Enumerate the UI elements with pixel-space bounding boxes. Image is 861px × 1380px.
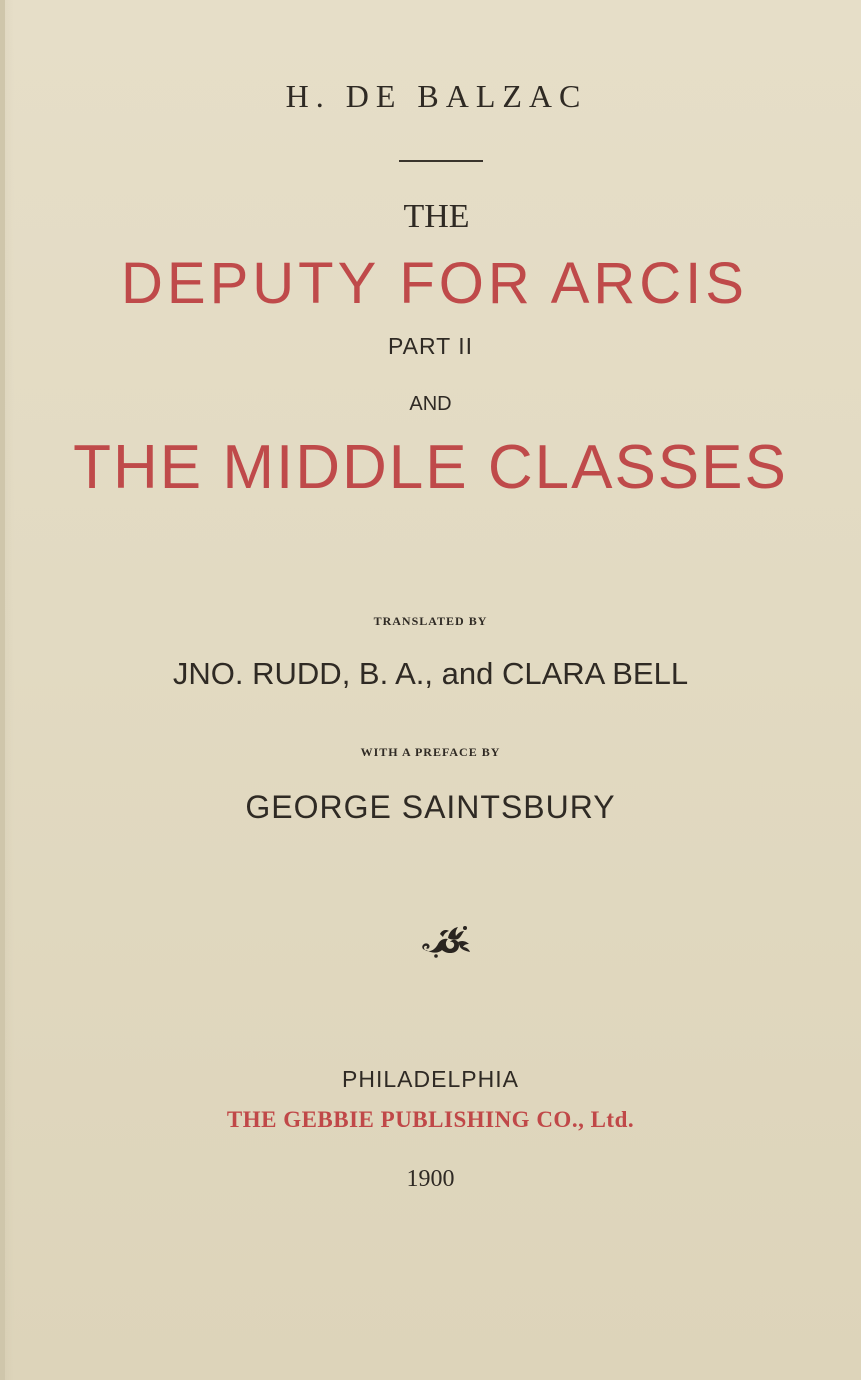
preface-by-label: WITH A PREFACE BY: [360, 745, 501, 759]
printers-flourish-ornament-icon: [418, 920, 478, 962]
title-article: THE: [403, 198, 470, 235]
main-title: DEPUTY FOR ARCIS: [121, 251, 748, 316]
publication-city: PHILADELPHIA: [342, 1066, 519, 1092]
publisher-name: THE GEBBIE PUBLISHING CO., Ltd.: [226, 1107, 635, 1132]
publication-year: 1900: [406, 1166, 455, 1192]
translated-by-label: TRANSLATED BY: [373, 614, 488, 628]
translators-names: JNO. RUDD, B. A., and CLARA BELL: [172, 656, 689, 691]
divider-rule: [399, 160, 483, 162]
title-conjunction: AND: [409, 393, 452, 415]
author-name: H. DE BALZAC: [285, 78, 588, 114]
part-number: PART II: [388, 333, 473, 359]
preface-author: GEORGE SAINTSBURY: [245, 789, 616, 825]
second-title: THE MIDDLE CLASSES: [73, 433, 788, 502]
